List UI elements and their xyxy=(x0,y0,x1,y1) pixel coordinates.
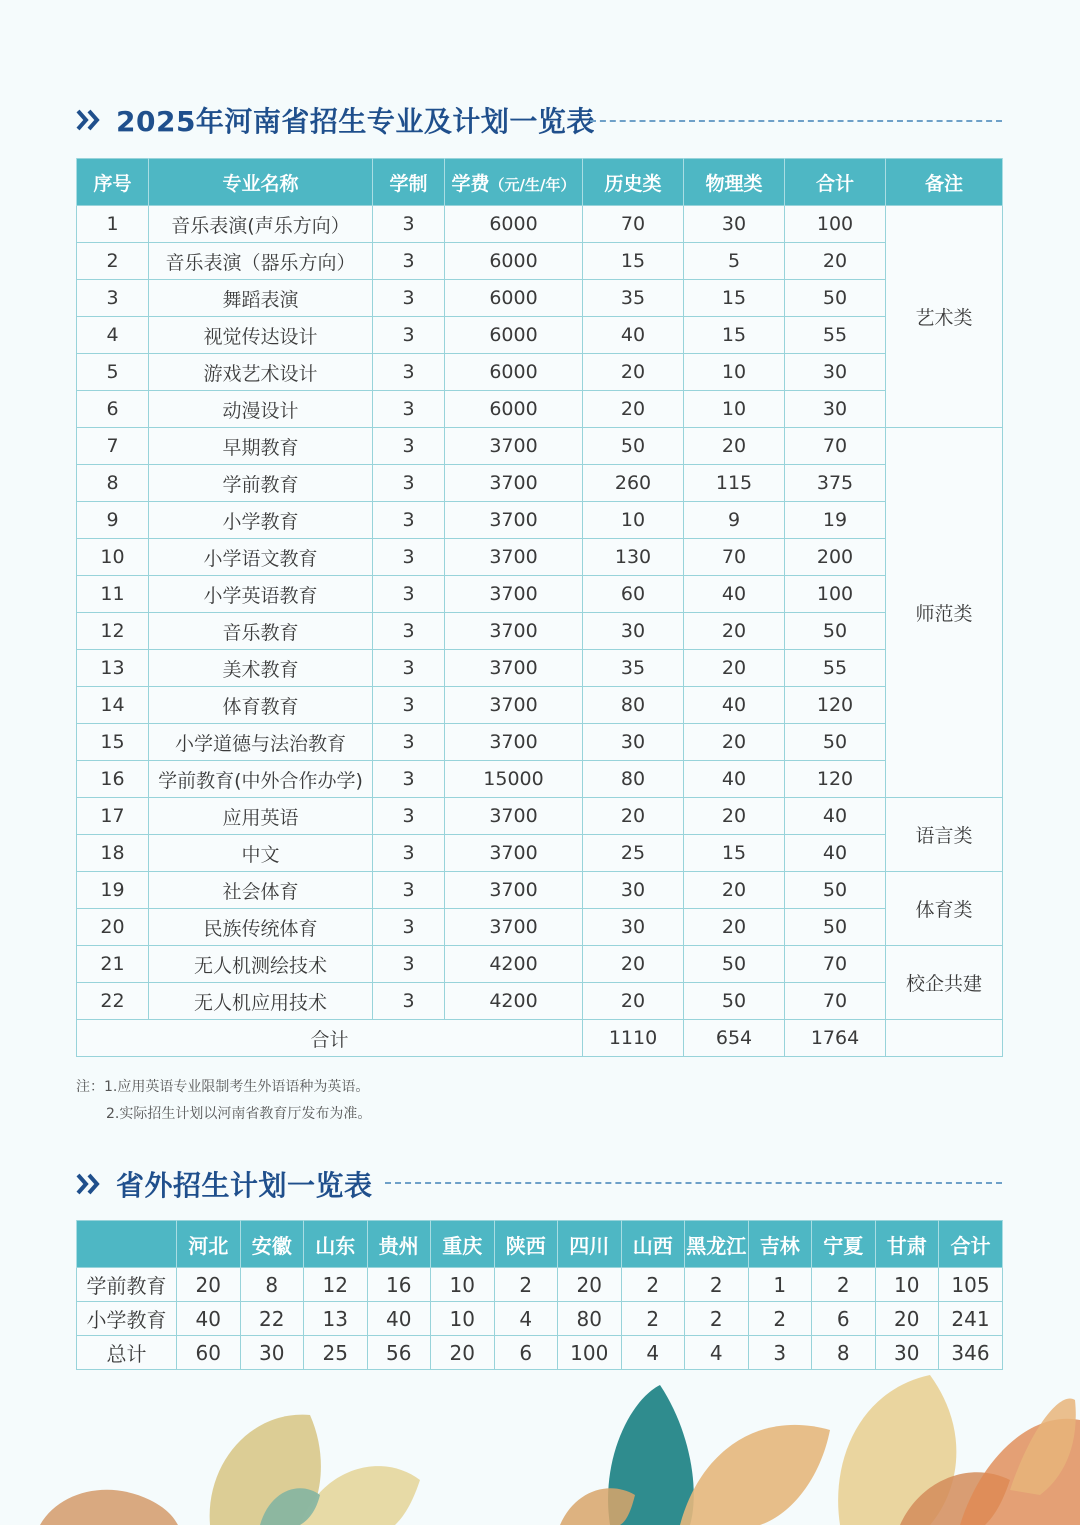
cell-fee: 3700 xyxy=(445,428,583,465)
cell-years: 3 xyxy=(373,761,445,798)
province-row xyxy=(77,1268,1003,1302)
cell-fee: 3700 xyxy=(445,872,583,909)
cell-name: 小学英语教育 xyxy=(149,576,373,613)
cell-physics: 20 xyxy=(684,650,785,687)
total-remark-empty xyxy=(886,1020,1003,1057)
province-cell: 22 xyxy=(240,1302,304,1336)
cell-total: 50 xyxy=(785,724,886,761)
cell-name: 民族传统体育 xyxy=(149,909,373,946)
province-cell: 8 xyxy=(240,1268,304,1302)
table-row xyxy=(77,465,1003,502)
province-cell: 80 xyxy=(558,1302,622,1336)
table-row xyxy=(77,317,1003,354)
table-header-row xyxy=(77,159,1003,206)
province-row-label: 学前教育 xyxy=(77,1268,177,1302)
cell-name: 学前教育(中外合作办学) xyxy=(149,761,373,798)
cell-history: 30 xyxy=(583,872,684,909)
province-header-row xyxy=(77,1221,1003,1268)
province-header-cell: 山西 xyxy=(621,1221,685,1268)
cell-fee: 3700 xyxy=(445,909,583,946)
cell-no: 6 xyxy=(77,391,149,428)
header-fee xyxy=(445,159,583,206)
province-cell: 346 xyxy=(939,1336,1003,1370)
cell-physics: 40 xyxy=(684,687,785,724)
cell-fee: 6000 xyxy=(445,243,583,280)
section-title-henan xyxy=(76,100,595,140)
province-header-cell: 贵州 xyxy=(367,1221,431,1268)
cell-fee: 6000 xyxy=(445,391,583,428)
province-row xyxy=(77,1302,1003,1336)
table-row xyxy=(77,206,1003,243)
header-history: 历史类 xyxy=(583,159,684,206)
cell-total: 50 xyxy=(785,872,886,909)
province-header-cell: 合计 xyxy=(939,1221,1003,1268)
cell-years: 3 xyxy=(373,539,445,576)
section-title-out-of-province xyxy=(76,1164,373,1204)
province-header-cell: 河北 xyxy=(177,1221,241,1268)
cell-history: 80 xyxy=(583,761,684,798)
cell-physics: 40 xyxy=(684,576,785,613)
cell-years: 3 xyxy=(373,391,445,428)
table-row xyxy=(77,724,1003,761)
cell-total: 50 xyxy=(785,613,886,650)
cell-physics: 9 xyxy=(684,502,785,539)
province-cell: 1 xyxy=(748,1268,812,1302)
cell-physics: 20 xyxy=(684,872,785,909)
province-cell: 100 xyxy=(558,1336,622,1370)
province-cell: 40 xyxy=(367,1302,431,1336)
cell-fee: 6000 xyxy=(445,317,583,354)
cell-history: 20 xyxy=(583,946,684,983)
cell-history: 15 xyxy=(583,243,684,280)
cell-history: 20 xyxy=(583,391,684,428)
cell-name: 小学语文教育 xyxy=(149,539,373,576)
province-header-cell: 重庆 xyxy=(431,1221,495,1268)
cell-name: 视觉传达设计 xyxy=(149,317,373,354)
cell-name: 美术教育 xyxy=(149,650,373,687)
cell-physics: 10 xyxy=(684,354,785,391)
province-cell: 20 xyxy=(558,1268,622,1302)
cell-years: 3 xyxy=(373,576,445,613)
province-cell: 2 xyxy=(494,1268,558,1302)
table-row xyxy=(77,613,1003,650)
total-row xyxy=(77,1020,1003,1057)
header-name: 专业名称 xyxy=(149,159,373,206)
cell-years: 3 xyxy=(373,983,445,1020)
table-row xyxy=(77,391,1003,428)
cell-no: 9 xyxy=(77,502,149,539)
table-row xyxy=(77,872,1003,909)
province-header-cell: 山东 xyxy=(304,1221,368,1268)
cell-total: 40 xyxy=(785,798,886,835)
cell-no: 20 xyxy=(77,909,149,946)
cell-name: 舞蹈表演 xyxy=(149,280,373,317)
cell-total: 40 xyxy=(785,835,886,872)
cell-years: 3 xyxy=(373,798,445,835)
total-physics: 654 xyxy=(684,1020,785,1057)
title-divider xyxy=(590,120,1002,122)
cell-remark-group: 艺术类 xyxy=(886,206,1003,428)
province-cell: 20 xyxy=(875,1302,939,1336)
total-total: 1764 xyxy=(785,1020,886,1057)
cell-total: 120 xyxy=(785,761,886,798)
leaf-shape xyxy=(40,1490,178,1525)
cell-name: 学前教育 xyxy=(149,465,373,502)
decorative-leaves xyxy=(0,1370,1080,1525)
cell-fee: 3700 xyxy=(445,465,583,502)
page-title: 2025年河南省招生专业及计划一览表 xyxy=(116,105,595,138)
note-line-2: 2.实际招生计划以河南省教育厅发布为准。 xyxy=(106,1106,372,1122)
table-row xyxy=(77,650,1003,687)
province-cell: 2 xyxy=(685,1268,749,1302)
note-line-1: 注：1.应用英语专业限制考生外语语种为英语。 xyxy=(76,1079,370,1095)
cell-history: 35 xyxy=(583,280,684,317)
henan-plan-table xyxy=(76,158,1003,1057)
cell-total: 120 xyxy=(785,687,886,724)
cell-no: 7 xyxy=(77,428,149,465)
province-cell: 3 xyxy=(748,1336,812,1370)
cell-total: 100 xyxy=(785,576,886,613)
province-row xyxy=(77,1336,1003,1370)
cell-years: 3 xyxy=(373,946,445,983)
cell-years: 3 xyxy=(373,650,445,687)
cell-total: 200 xyxy=(785,539,886,576)
province-cell: 4 xyxy=(494,1302,558,1336)
cell-no: 11 xyxy=(77,576,149,613)
province-cell: 4 xyxy=(621,1336,685,1370)
province-cell: 13 xyxy=(304,1302,368,1336)
cell-fee: 6000 xyxy=(445,280,583,317)
cell-physics: 20 xyxy=(684,428,785,465)
cell-name: 音乐表演(声乐方向） xyxy=(149,206,373,243)
province-cell: 6 xyxy=(494,1336,558,1370)
header-years: 学制 xyxy=(373,159,445,206)
header-total: 合计 xyxy=(785,159,886,206)
cell-fee: 3700 xyxy=(445,539,583,576)
cell-years: 3 xyxy=(373,687,445,724)
cell-history: 20 xyxy=(583,983,684,1020)
cell-physics: 40 xyxy=(684,761,785,798)
cell-total: 50 xyxy=(785,909,886,946)
cell-history: 10 xyxy=(583,502,684,539)
province-cell: 8 xyxy=(812,1336,876,1370)
cell-name: 体育教育 xyxy=(149,687,373,724)
table-row xyxy=(77,983,1003,1020)
cell-remark-group: 师范类 xyxy=(886,428,1003,798)
cell-physics: 20 xyxy=(684,613,785,650)
cell-total: 19 xyxy=(785,502,886,539)
cell-physics: 20 xyxy=(684,798,785,835)
cell-no: 10 xyxy=(77,539,149,576)
cell-no: 19 xyxy=(77,872,149,909)
province-header-cell: 黑龙江 xyxy=(685,1221,749,1268)
cell-no: 8 xyxy=(77,465,149,502)
cell-fee: 3700 xyxy=(445,724,583,761)
total-label: 合计 xyxy=(77,1020,583,1057)
cell-history: 80 xyxy=(583,687,684,724)
province-cell: 2 xyxy=(812,1268,876,1302)
cell-no: 2 xyxy=(77,243,149,280)
cell-fee: 3700 xyxy=(445,502,583,539)
table-row xyxy=(77,576,1003,613)
cell-years: 3 xyxy=(373,317,445,354)
cell-no: 3 xyxy=(77,280,149,317)
cell-years: 3 xyxy=(373,909,445,946)
leaf-shape xyxy=(680,1425,830,1525)
province-header-cell xyxy=(77,1221,177,1268)
header-remark: 备注 xyxy=(886,159,1003,206)
leaf-shape xyxy=(560,1488,635,1525)
province-cell: 40 xyxy=(177,1302,241,1336)
cell-name: 小学教育 xyxy=(149,502,373,539)
cell-remark-group: 语言类 xyxy=(886,798,1003,872)
cell-name: 应用英语 xyxy=(149,798,373,835)
province-cell: 56 xyxy=(367,1336,431,1370)
cell-name: 无人机应用技术 xyxy=(149,983,373,1020)
province-cell: 20 xyxy=(177,1268,241,1302)
cell-fee: 4200 xyxy=(445,946,583,983)
cell-no: 12 xyxy=(77,613,149,650)
cell-history: 260 xyxy=(583,465,684,502)
cell-name: 中文 xyxy=(149,835,373,872)
province-cell: 6 xyxy=(812,1302,876,1336)
province-cell: 60 xyxy=(177,1336,241,1370)
province-row-label: 总计 xyxy=(77,1336,177,1370)
cell-history: 130 xyxy=(583,539,684,576)
province-cell: 2 xyxy=(621,1268,685,1302)
cell-history: 30 xyxy=(583,724,684,761)
table-row xyxy=(77,280,1003,317)
province-cell: 16 xyxy=(367,1268,431,1302)
cell-name: 音乐教育 xyxy=(149,613,373,650)
cell-history: 20 xyxy=(583,798,684,835)
cell-years: 3 xyxy=(373,502,445,539)
table-row xyxy=(77,539,1003,576)
cell-years: 3 xyxy=(373,354,445,391)
cell-fee: 3700 xyxy=(445,613,583,650)
double-chevron-icon xyxy=(76,107,106,133)
cell-history: 25 xyxy=(583,835,684,872)
cell-history: 70 xyxy=(583,206,684,243)
province-cell: 25 xyxy=(304,1336,368,1370)
cell-history: 30 xyxy=(583,909,684,946)
province-header-cell: 宁夏 xyxy=(812,1221,876,1268)
cell-fee: 15000 xyxy=(445,761,583,798)
cell-fee: 3700 xyxy=(445,798,583,835)
cell-history: 30 xyxy=(583,613,684,650)
province-cell: 30 xyxy=(240,1336,304,1370)
cell-remark-group: 体育类 xyxy=(886,872,1003,946)
cell-total: 30 xyxy=(785,354,886,391)
province-plan-table xyxy=(76,1220,1003,1370)
cell-total: 30 xyxy=(785,391,886,428)
province-cell: 12 xyxy=(304,1268,368,1302)
cell-no: 16 xyxy=(77,761,149,798)
province-cell: 10 xyxy=(431,1268,495,1302)
province-cell: 241 xyxy=(939,1302,1003,1336)
cell-total: 100 xyxy=(785,206,886,243)
province-row-label: 小学教育 xyxy=(77,1302,177,1336)
province-cell: 105 xyxy=(939,1268,1003,1302)
cell-total: 50 xyxy=(785,280,886,317)
cell-no: 17 xyxy=(77,798,149,835)
table-row xyxy=(77,428,1003,465)
cell-physics: 30 xyxy=(684,206,785,243)
cell-physics: 5 xyxy=(684,243,785,280)
cell-name: 游戏艺术设计 xyxy=(149,354,373,391)
table-row xyxy=(77,761,1003,798)
header-fee-label: 学费 xyxy=(451,172,490,195)
cell-history: 60 xyxy=(583,576,684,613)
title-divider-2 xyxy=(385,1182,1002,1184)
header-fee-unit: （元/生/年） xyxy=(489,175,576,194)
table-row xyxy=(77,798,1003,835)
cell-years: 3 xyxy=(373,872,445,909)
cell-physics: 10 xyxy=(684,391,785,428)
cell-name: 动漫设计 xyxy=(149,391,373,428)
notes xyxy=(76,1074,371,1128)
header-no: 序号 xyxy=(77,159,149,206)
cell-fee: 3700 xyxy=(445,835,583,872)
cell-no: 14 xyxy=(77,687,149,724)
province-cell: 10 xyxy=(431,1302,495,1336)
cell-fee: 4200 xyxy=(445,983,583,1020)
cell-years: 3 xyxy=(373,835,445,872)
table-row xyxy=(77,243,1003,280)
table-row xyxy=(77,946,1003,983)
cell-fee: 6000 xyxy=(445,206,583,243)
cell-physics: 70 xyxy=(684,539,785,576)
province-cell: 2 xyxy=(748,1302,812,1336)
cell-total: 55 xyxy=(785,317,886,354)
cell-no: 18 xyxy=(77,835,149,872)
cell-history: 20 xyxy=(583,354,684,391)
province-cell: 20 xyxy=(431,1336,495,1370)
header-physics: 物理类 xyxy=(684,159,785,206)
cell-no: 1 xyxy=(77,206,149,243)
province-header-cell: 陕西 xyxy=(494,1221,558,1268)
cell-no: 21 xyxy=(77,946,149,983)
cell-physics: 20 xyxy=(684,909,785,946)
cell-name: 社会体育 xyxy=(149,872,373,909)
cell-years: 3 xyxy=(373,465,445,502)
province-header-cell: 甘肃 xyxy=(875,1221,939,1268)
province-header-cell: 安徽 xyxy=(240,1221,304,1268)
cell-no: 5 xyxy=(77,354,149,391)
cell-fee: 3700 xyxy=(445,576,583,613)
cell-no: 22 xyxy=(77,983,149,1020)
province-header-cell: 吉林 xyxy=(748,1221,812,1268)
cell-physics: 15 xyxy=(684,317,785,354)
cell-physics: 15 xyxy=(684,280,785,317)
cell-physics: 20 xyxy=(684,724,785,761)
cell-physics: 50 xyxy=(684,983,785,1020)
cell-name: 小学道德与法治教育 xyxy=(149,724,373,761)
cell-total: 20 xyxy=(785,243,886,280)
cell-years: 3 xyxy=(373,613,445,650)
cell-physics: 15 xyxy=(684,835,785,872)
cell-name: 音乐表演（器乐方向） xyxy=(149,243,373,280)
cell-fee: 3700 xyxy=(445,650,583,687)
cell-fee: 6000 xyxy=(445,354,583,391)
cell-history: 40 xyxy=(583,317,684,354)
cell-total: 375 xyxy=(785,465,886,502)
table-row xyxy=(77,354,1003,391)
province-cell: 30 xyxy=(875,1336,939,1370)
cell-total: 70 xyxy=(785,946,886,983)
double-chevron-icon xyxy=(76,1171,106,1197)
cell-physics: 50 xyxy=(684,946,785,983)
section-title-text: 省外招生计划一览表 xyxy=(116,1169,373,1202)
cell-no: 4 xyxy=(77,317,149,354)
cell-years: 3 xyxy=(373,724,445,761)
cell-total: 55 xyxy=(785,650,886,687)
cell-years: 3 xyxy=(373,428,445,465)
province-cell: 4 xyxy=(685,1336,749,1370)
cell-name: 早期教育 xyxy=(149,428,373,465)
cell-physics: 115 xyxy=(684,465,785,502)
table-row xyxy=(77,909,1003,946)
cell-history: 50 xyxy=(583,428,684,465)
cell-remark-group: 校企共建 xyxy=(886,946,1003,1020)
table-row xyxy=(77,835,1003,872)
table-row xyxy=(77,502,1003,539)
province-header-cell: 四川 xyxy=(558,1221,622,1268)
province-cell: 10 xyxy=(875,1268,939,1302)
cell-total: 70 xyxy=(785,983,886,1020)
cell-total: 70 xyxy=(785,428,886,465)
cell-years: 3 xyxy=(373,243,445,280)
cell-years: 3 xyxy=(373,280,445,317)
cell-no: 13 xyxy=(77,650,149,687)
cell-no: 15 xyxy=(77,724,149,761)
cell-name: 无人机测绘技术 xyxy=(149,946,373,983)
total-history: 1110 xyxy=(583,1020,684,1057)
cell-years: 3 xyxy=(373,206,445,243)
province-cell: 2 xyxy=(685,1302,749,1336)
cell-fee: 3700 xyxy=(445,687,583,724)
cell-history: 35 xyxy=(583,650,684,687)
province-cell: 2 xyxy=(621,1302,685,1336)
table-row xyxy=(77,687,1003,724)
